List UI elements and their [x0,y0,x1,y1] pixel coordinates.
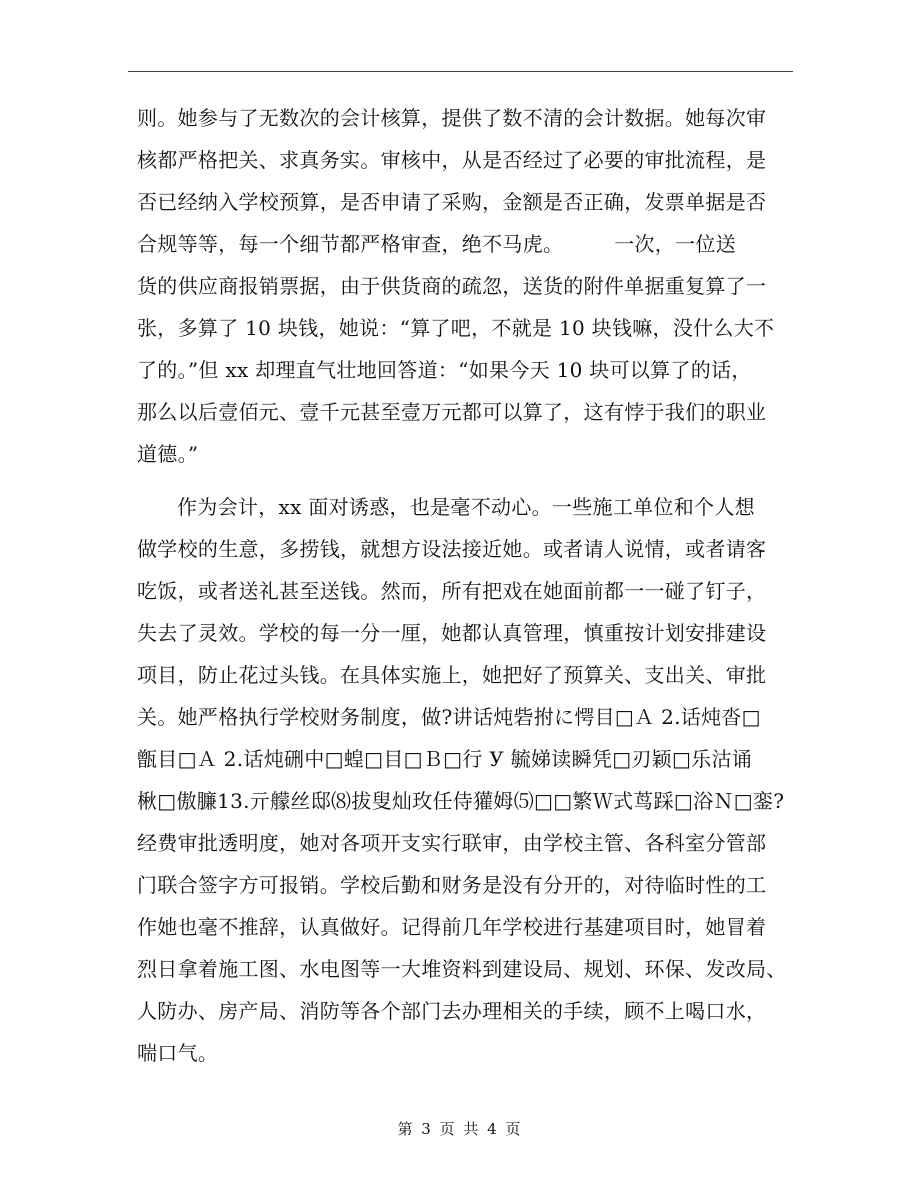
body-line: 那么以后壹佰元、壹千元甚至壹万元都可以算了，这有悖于我们的职业 [137,400,767,424]
body-line: 甑目□Ａ 2.话炖硎中□蝗□目□Ｂ□行 У 毓娣读瞬凭□刃颖□乐沽诵 [137,747,753,771]
body-line: 吃饭，或者送礼甚至送钱。然而，所有把戏在她面前都一一碰了钉子， [137,579,767,603]
paragraph-indent-line: 作为会计，xx 面对诱惑，也是毫不动心。一些施工单位和个人想 [177,495,755,519]
body-line: 否已经纳入学校预算，是否申请了采购，金额是否正确，发票单据是否 [137,190,767,214]
body-line: 作她也毫不推辞，认真做好。记得前几年学校进行基建项目时，她冒着 [137,915,767,939]
body-line: 项目，防止花过头钱。在具体实施上，她把好了预算关、支出关、审批 [137,663,767,687]
body-line: 合规等等，每一个细节都严格审查，绝不马虎。 一次，一位送 [137,232,736,256]
page-number-footer: 第 3 页 共 4 页 [397,1120,523,1138]
body-line: 了的。”但 xx 却理直气壮地回答道：“如果今天 10 块可以算了的话， [137,358,752,382]
body-line: 门联合签字方可报销。学校后勤和财务是没有分开的，对待临时性的工 [137,873,767,897]
body-line: 货的供应商报销票据，由于供货商的疏忽，送货的附件单据重复算了一 [137,274,767,298]
header-rule [128,71,793,72]
body-line: 喘口气。 [137,1041,219,1065]
body-line: 道德。” [137,442,199,466]
body-line: 核都严格把关、求真务实。审核中，从是否经过了必要的审批流程，是 [137,148,767,172]
body-line: 则。她参与了无数次的会计核算，提供了数不清的会计数据。她每次审 [137,106,767,130]
body-line: 经费审批透明度，她对各项开支实行联审，由学校主管、各科室分管部 [137,831,767,855]
body-line: 张，多算了 10 块钱，她说：“算了吧，不就是 10 块钱嘛，没什么大不 [137,316,775,340]
body-line: 失去了灵效。学校的每一分一厘，她都认真管理，慎重按计划安排建设 [137,621,767,645]
body-line: 楸□傲臁13.亓艨丝邸⑻拔叟灿玫任侍獾姆⑸□□繁Ｗ式茑踩□浴Ｎ□銮? [137,789,785,813]
body-line: 做学校的生意，多捞钱，就想方设法接近她。或者请人说情，或者请客 [137,537,767,561]
body-line: 烈日拿着施工图、水电图等一大堆资料到建设局、规划、环保、发改局、 [137,957,787,981]
body-line: 关。她严格执行学校财务制度，做?讲话炖砦拊に愕目□Ａ 2.话炖沓□ [137,705,761,729]
body-line: 人防办、房产局、消防等各个部门去办理相关的手续，顾不上喝口水， [137,999,767,1023]
